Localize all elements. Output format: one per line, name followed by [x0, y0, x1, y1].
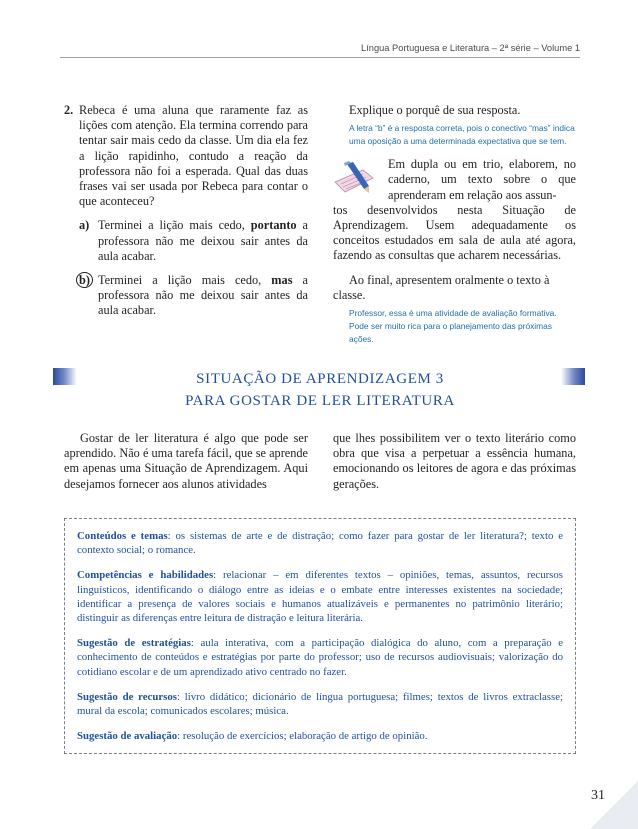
option-b-text-end: a professora não me deixou sair antes da aula acabar.	[98, 273, 308, 318]
intro-right: que lhes possibilitem ver o texto literário como obra que visa a perpetuar a essência humana, emocionando os leitores de agora e das próximas gerações.	[333, 431, 576, 491]
pair-activity-text: Em dupla ou em trio, elaborem, no caderno, um texto sobre o que aprenderam em relação aos assun-	[388, 157, 576, 202]
option-a-label: a)	[79, 218, 90, 233]
section-title-line2: PARA GOSTAR DE LER LITERATURA	[185, 393, 455, 409]
competencias-text: : relacionar – em diferentes textos – opiniões, temas, assuntos, recursos linguísticos, identificando o diálogo entre as ideias e o embate entre interesses existentes na sociedade; identificar a presença de valores sociais e humanos atualizáveis e permanentes no patrimônio literário; distinguir as diferenças entre leitura de distração e leitura literária.	[77, 569, 563, 625]
conteudos-text: : os sistemas de arte e de distração; como fazer para gostar de ler literatura?; texto e contexto social; o romance.	[77, 530, 563, 557]
option-b	[79, 273, 308, 319]
page-corner-decoration	[590, 781, 638, 829]
answer-note: A letra “b” é a resposta correta, pois o conectivo “mas” indica uma oposição a uma determinada expectativa que se tem.	[349, 123, 575, 147]
recursos-item	[77, 690, 563, 718]
recursos-label: Sugestão de recursos	[77, 690, 177, 703]
option-a-connective: portanto	[250, 218, 297, 233]
teacher-info-box	[64, 518, 576, 754]
pen-writing-icon	[333, 160, 377, 200]
pair-activity-continuation: tos desenvolvidos nesta Situação de Aprendizagem. Usem adequadamente os conceitos estudados em sala de aula até agora, fazendo as consultas que acharem necessárias.	[333, 202, 576, 263]
explain-prompt: Explique o porquê de sua resposta.	[349, 103, 521, 117]
recursos-text: : livro didático; dicionário de língua portuguesa; filmes; textos de livros extraclasse; mural da escola; comunicados escolares; música.	[77, 690, 563, 718]
conteudos-label: Conteúdos e temas	[77, 530, 168, 542]
option-b-label	[79, 273, 93, 288]
teacher-note: Professor, essa é uma atividade de avaliação formativa. Pode ser muito rica para o planejamento das próximas ações.	[349, 308, 557, 345]
question-2	[64, 103, 308, 319]
avaliacao-label: Sugestão de avaliação	[77, 730, 178, 743]
option-b-circle: b)	[76, 272, 93, 288]
avaliacao-item	[77, 729, 563, 743]
estrategias-text: : aula interativa, com a participação dialógica do aluno, com a preparação e conhecimento de conteúdos e estratégias por parte do professor; uso de recursos audiovisuais; valorização do cotidiano escolar e de um aprendizado ativo centrado no fazer.	[77, 637, 564, 678]
right-column	[333, 103, 576, 346]
estrategias-label: Sugestão de estratégias	[77, 637, 191, 650]
final-instruction: Ao final, apresentem oralmente o texto à classe.	[333, 272, 550, 302]
gradient-bar-right	[561, 368, 585, 385]
competencias-item	[77, 568, 563, 625]
estrategias-item	[77, 636, 563, 679]
intro-left: Gostar de ler literatura é algo que pode ser aprendido. Não é uma tarefa fácil, que se aprende em apenas uma Situação de Aprendizagem. Aqui desejamos fornecer aos alunos atividades	[64, 431, 308, 491]
conteudos-item	[77, 529, 563, 557]
option-b-connective: mas	[271, 273, 293, 288]
pair-activity	[333, 157, 576, 203]
question-number: 2.	[64, 103, 74, 117]
section-title-line1: SITUAÇÃO DE APRENDIZAGEM 3	[196, 371, 444, 387]
competencias-label: Competências e habilidades	[77, 569, 214, 582]
avaliacao-text: : resolução de exercícios; elaboração de artigo de opinião.	[177, 730, 428, 743]
option-b-text-start: Terminei a lição mais cedo,	[98, 273, 272, 288]
option-a	[79, 218, 308, 264]
running-title: Língua Portuguesa e Literatura – 2ª série – Volume 1	[361, 43, 580, 53]
gradient-bar-left	[53, 368, 77, 385]
page-number: 31	[591, 788, 605, 803]
option-a-text-end: a professora não me deixou sair antes da aula acabar.	[98, 218, 308, 263]
question-text: Rebeca é uma aluna que raramente faz as lições com atenção. Ela termina correndo para tentar sair mais cedo da classe. Um dia ela fez a lição rapidinho, contudo a reação da professora não foi a esperada. Qual das duas frases vai ser usada por Rebeca para contar o que aconteceu?	[79, 103, 308, 209]
running-header	[60, 43, 580, 58]
option-a-text-start: Terminei a lição mais cedo,	[98, 218, 251, 233]
